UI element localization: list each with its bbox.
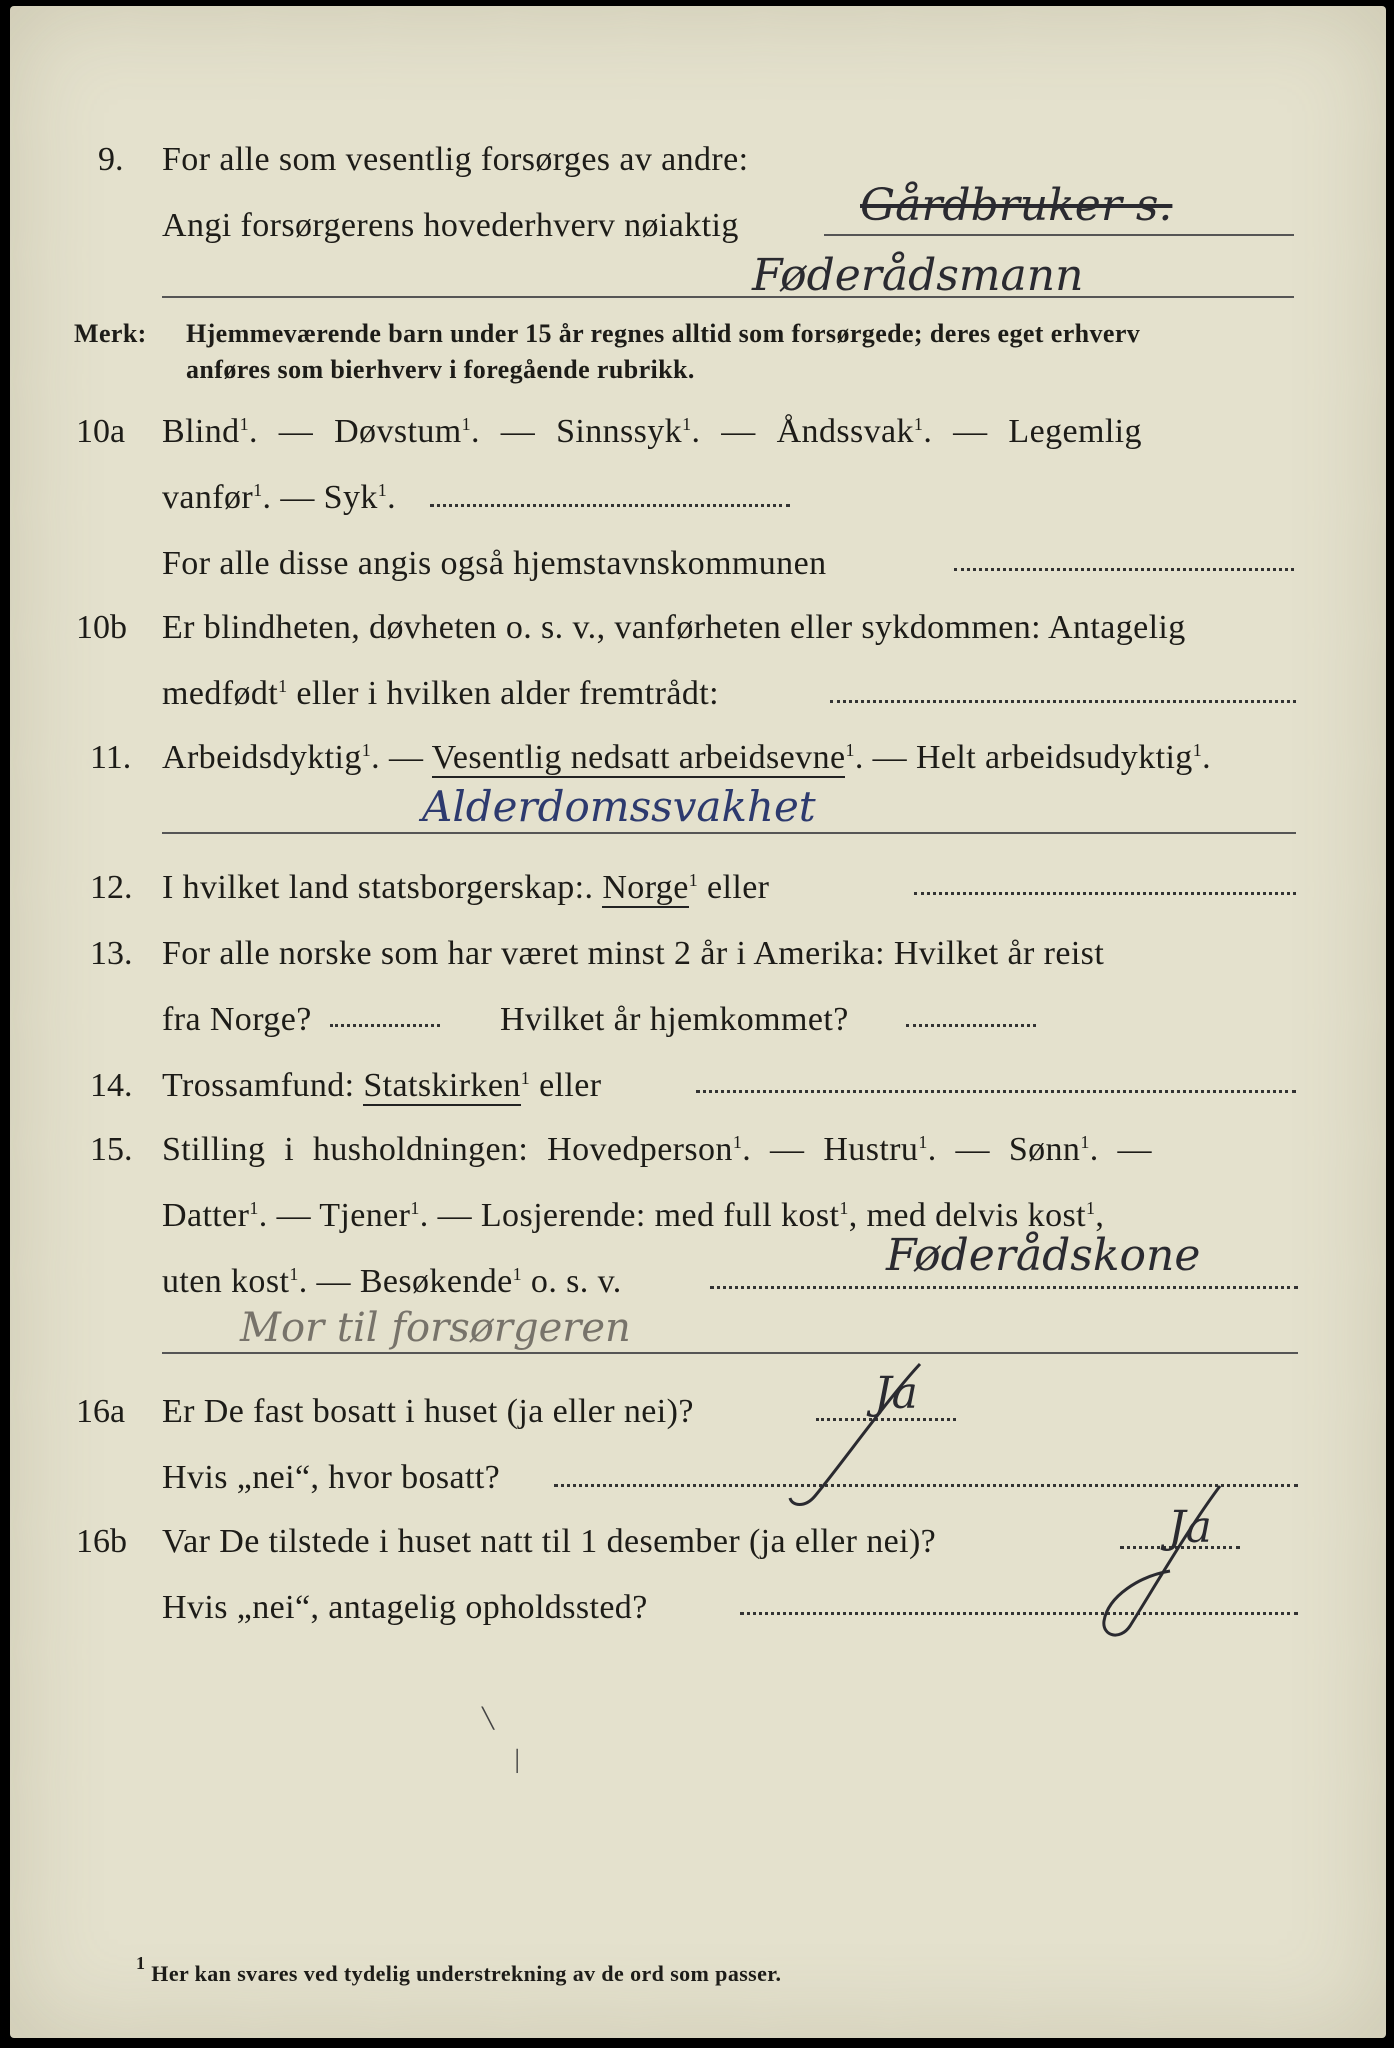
q15-line1: Stilling i husholdningen: Hovedperson$^1$. — Hustru$^1$. — Sønn$^1$. — [162,1131,1152,1168]
q10a-line3: For alle disse angis også hjemstavnskommunen [162,545,827,582]
q13-number: 13. [90,935,133,972]
q9-line2: Angi forsørgerens hovederhverv nøiaktig [162,207,739,244]
q9-answer-line2 [162,296,1294,298]
q15-handwritten-answer: Føderådskone [886,1230,1201,1281]
q14-answer-line [696,1090,1296,1093]
q14-part-a: Trossamfund: [162,1067,355,1104]
q13-line2b: Hvilket år hjemkommet? [500,1001,849,1038]
q15-handwritten-note: Mor til forsørgeren [240,1305,631,1351]
merk-line1: Hjemmeværende barn under 15 år regnes alltid som forsørgede; deres eget erhverv [186,319,1141,348]
q16b-handwritten-answer: Ja [1168,1502,1212,1553]
q10b-number: 10b [76,609,127,646]
census-form-page [10,6,1386,2038]
q14-underlined-choice: Statskirken [363,1067,521,1104]
q15-line3: uten kost$^1$. — Besøkende$^1$ o. s. v. [162,1263,622,1300]
q14-line [162,1066,601,1106]
q15-number: 15. [90,1131,133,1168]
q16a-handwritten-answer: Ja [874,1368,918,1419]
q10a-number: 10a [76,413,126,450]
q11-part-c: $^1$. — Helt arbeidsudyktig$^1$. [845,739,1211,776]
q12-underlined-choice: Norge [602,869,689,906]
q11-answer-line [162,832,1296,834]
q10b-answer-line [830,700,1296,703]
q13-line2a: fra Norge? [162,1001,312,1038]
speck-mark: │ [510,1750,525,1772]
footnote: $^1$ Her kan svares ved tydelig understrekning av de ord som passer. [136,1953,782,1986]
q12-number: 12. [90,869,133,906]
q10a-kommune-line [954,568,1294,571]
q11-part-a: Arbeidsdyktig$^1$. — [162,739,432,776]
q13-year-returned-line [906,1024,1036,1027]
q11-handwritten-answer: Alderdomssvakhet [422,782,816,831]
q10b-line2: medfødt$^1$ eller i hvilken alder fremtrådt: [162,675,719,712]
q13-year-left-line [330,1024,440,1027]
q16a-line1: Er De fast bosatt i huset (ja eller nei)? [162,1393,694,1430]
q12-answer-line [914,892,1296,895]
q11-line1 [162,738,1211,778]
q15-answer-line [710,1286,1298,1289]
q9-answer-line1 [824,234,1294,236]
merk-line2: anføres som bierhverv i foregående rubrikk. [186,355,695,384]
q11-number: 11. [90,739,132,776]
q10b-line1: Er blindheten, døvheten o. s. v., vanførheten eller sykdommen: Antagelig [162,609,1186,646]
q9-number: 9. [98,141,124,178]
q15-line2: Datter$^1$. — Tjener$^1$. — Losjerende: med full kost$^1$, med delvis kost$^1$, [162,1197,1105,1234]
merk-label: Merk: [74,319,147,348]
q10a-syk-line [430,504,790,507]
q9-handwritten-answer: Føderådsmann [752,250,1084,301]
q16a-line2: Hvis „nei“, hvor bosatt? [162,1459,501,1496]
q11-underlined-choice: Vesentlig nedsatt arbeidsevne [431,739,846,776]
q16a-number: 16a [76,1393,126,1430]
q16b-ja-stroke [1080,1476,1240,1646]
q9-line1: For alle som vesentlig forsørges av andre: [162,141,749,178]
q14-number: 14. [90,1067,133,1104]
q13-line1: For alle norske som har været minst 2 år i Amerika: Hvilket år reist [162,935,1105,972]
q12-part-a: I hvilket land statsborgerskap:. [162,869,594,906]
speck-mark: ╲ [482,1708,495,1730]
q15-note-line [162,1352,1298,1354]
q12-line [162,868,769,908]
q9-struck-occupation: Gårdbruker s. [860,180,1173,231]
q10a-line1: Blind$^1$. — Døvstum$^1$. — Sinnssyk$^1$. — Åndssvak$^1$. — Legemlig [162,413,1142,450]
q12-part-c: $^1$ eller [688,869,770,906]
q16b-number: 16b [76,1523,127,1560]
q14-part-c: $^1$ eller [520,1067,602,1104]
q10a-line2: vanfør$^1$. — Syk$^1$. [162,479,397,516]
q16a-ja-stroke [770,1356,930,1516]
q16b-line1: Var De tilstede i huset natt til 1 desember (ja eller nei)? [162,1523,937,1560]
q16b-line2: Hvis „nei“, antagelig opholdssted? [162,1589,648,1626]
